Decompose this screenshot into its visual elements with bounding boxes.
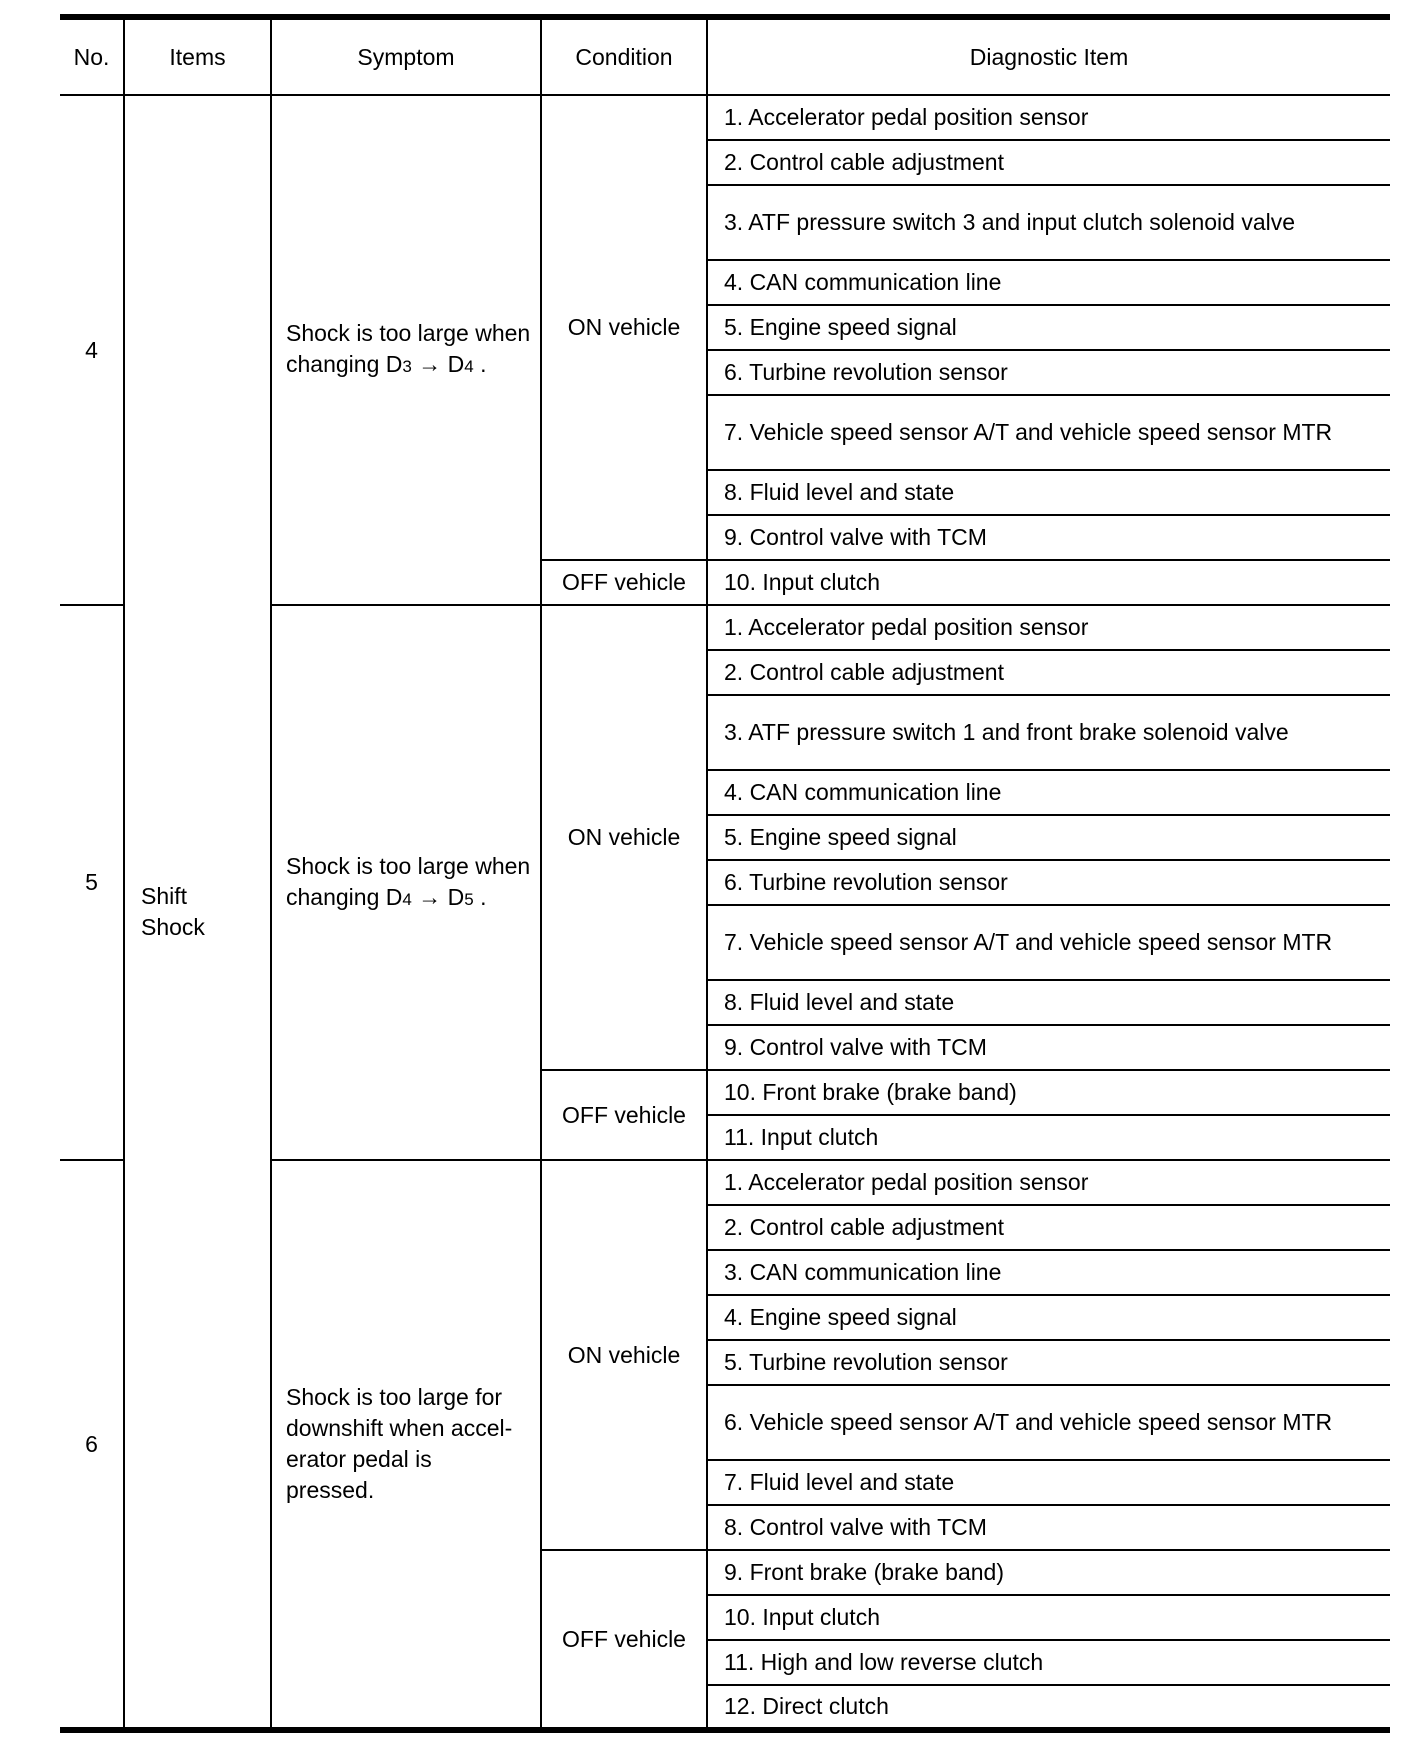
- diagnostic-item: 3. ATF pressure switch 1 and front brake solenoid valve: [707, 695, 1390, 770]
- items-label-line2: Shock: [141, 913, 205, 940]
- diagnostic-item: 11. Input clutch: [707, 1115, 1390, 1160]
- diagnostic-item: 10. Input clutch: [707, 1595, 1390, 1640]
- symptom-line: Shock is too large for: [286, 1384, 503, 1410]
- diagnostic-item: 7. Vehicle speed sensor A/T and vehicle speed sensor MTR: [707, 395, 1390, 470]
- table-row: [60, 95, 1390, 140]
- symptom-cell: [271, 95, 541, 605]
- row-number: 6: [60, 1160, 124, 1730]
- header-items: Items: [124, 17, 271, 95]
- diagnostic-item: 9. Front brake (brake band): [707, 1550, 1390, 1595]
- symptom-line: pressed.: [286, 1477, 375, 1503]
- to-gear: D: [447, 351, 465, 377]
- diagnostic-item: 12. Direct clutch: [707, 1685, 1390, 1730]
- symptom-text: Shock is too large when changing: [286, 852, 531, 910]
- condition-on-vehicle: ON vehicle: [541, 1160, 707, 1550]
- symptom-suffix: .: [473, 883, 487, 910]
- diagnostic-item: 10. Front brake (brake band): [707, 1070, 1390, 1115]
- diagnostic-item: 7. Vehicle speed sensor A/T and vehicle speed sensor MTR: [707, 905, 1390, 980]
- header-condition: Condition: [541, 17, 707, 95]
- arrow: →: [418, 351, 442, 377]
- to-gear: D: [447, 883, 465, 910]
- diagnostic-item: 5. Turbine revolution sensor: [707, 1340, 1390, 1385]
- from-gear-sub: 3: [402, 357, 412, 376]
- diagnostic-item: 9. Control valve with TCM: [707, 515, 1390, 560]
- diagnostic-item: 8. Fluid level and state: [707, 980, 1390, 1025]
- diagnostic-item: 6. Vehicle speed sensor A/T and vehicle speed sensor MTR: [707, 1385, 1390, 1460]
- to-gear-sub: 4: [464, 357, 474, 376]
- diagnostic-item: 1. Accelerator pedal position sensor: [707, 1160, 1390, 1205]
- symptom-cell: [271, 605, 541, 1160]
- from-gear: D: [385, 883, 403, 910]
- diagnostic-item: 2. Control cable adjustment: [707, 650, 1390, 695]
- diagnostic-item: 6. Turbine revolution sensor: [707, 350, 1390, 395]
- diagnostic-item: 8. Fluid level and state: [707, 470, 1390, 515]
- condition-off-vehicle: OFF vehicle: [541, 1070, 707, 1160]
- header-no: No.: [60, 17, 124, 95]
- diagnostic-item: 11. High and low reverse clutch: [707, 1640, 1390, 1685]
- symptom-suffix: .: [473, 351, 487, 377]
- symptom-line: erator pedal is: [286, 1446, 432, 1472]
- symptom-line: downshift when accel-: [286, 1415, 513, 1441]
- header-symptom: Symptom: [271, 17, 541, 95]
- symptom-cell: [271, 1160, 541, 1730]
- symptom-text: Shock is too large when changing: [286, 320, 531, 377]
- diagnostic-item: 2. Control cable adjustment: [707, 140, 1390, 185]
- from-gear-sub: 4: [402, 889, 412, 909]
- header-diagnostic-item: Diagnostic Item: [707, 17, 1390, 95]
- condition-off-vehicle: OFF vehicle: [541, 560, 707, 605]
- condition-on-vehicle: ON vehicle: [541, 605, 707, 1070]
- diagnostic-item: 5. Engine speed signal: [707, 305, 1390, 350]
- row-number: 4: [60, 95, 124, 605]
- diagnostic-item: 5. Engine speed signal: [707, 815, 1390, 860]
- to-gear-sub: 5: [464, 889, 474, 909]
- diagnostic-item: 8. Control valve with TCM: [707, 1505, 1390, 1550]
- header-row: [60, 17, 1390, 95]
- condition-on-vehicle: ON vehicle: [541, 95, 707, 560]
- arrow: →: [418, 883, 442, 910]
- diagnostic-item: 6. Turbine revolution sensor: [707, 860, 1390, 905]
- items-cell: [124, 95, 271, 1730]
- diagnostic-item: 7. Fluid level and state: [707, 1460, 1390, 1505]
- items-label-line1: Shift: [141, 882, 188, 909]
- diagnostic-item: 3. ATF pressure switch 3 and input clutch solenoid valve: [707, 185, 1390, 260]
- condition-off-vehicle: OFF vehicle: [541, 1550, 707, 1730]
- from-gear: D: [385, 351, 403, 377]
- diagnostic-item: 4. Engine speed signal: [707, 1295, 1390, 1340]
- diagnostic-item: 4. CAN communication line: [707, 260, 1390, 305]
- diagnostic-item: 1. Accelerator pedal position sensor: [707, 95, 1390, 140]
- diagnostic-item: 10. Input clutch: [707, 560, 1390, 605]
- diagnostic-item: 9. Control valve with TCM: [707, 1025, 1390, 1070]
- diagnostic-item: 4. CAN communication line: [707, 770, 1390, 815]
- diagnostic-item: 2. Control cable adjustment: [707, 1205, 1390, 1250]
- diagnostic-item: 3. CAN communication line: [707, 1250, 1390, 1295]
- row-number: 5: [60, 605, 124, 1160]
- diagnosis-table: [60, 14, 1390, 1733]
- diagnostic-item: 1. Accelerator pedal position sensor: [707, 605, 1390, 650]
